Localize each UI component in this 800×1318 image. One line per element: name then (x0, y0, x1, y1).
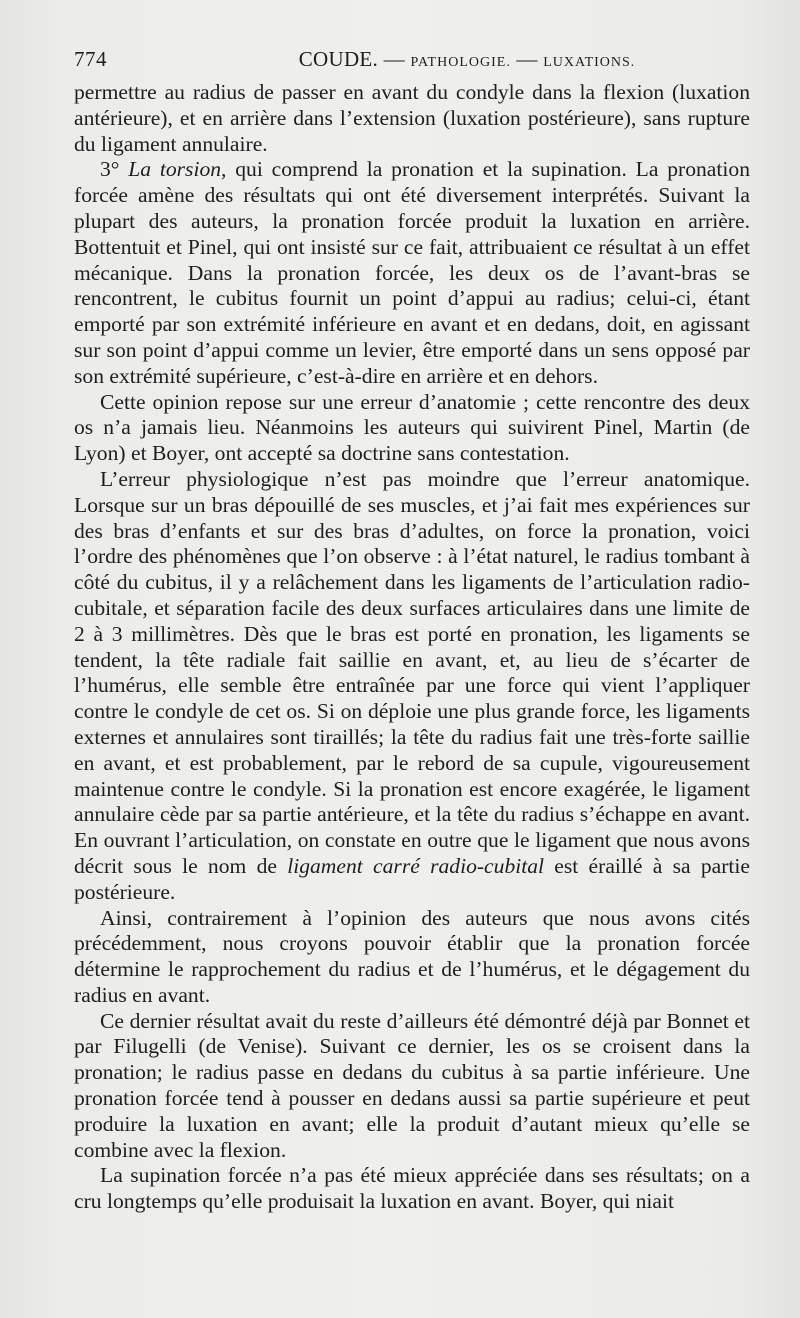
paragraph (74, 157, 750, 389)
running-head-dash-2: — (510, 47, 544, 71)
running-head (74, 44, 770, 78)
running-head-section-1: PATHOLOGIE. (410, 55, 511, 70)
paragraph (74, 390, 750, 467)
text-run: Ainsi, contrairement à l’opinion des auteurs que nous avons cités précédemment, nous croyons pouvoir établir que la pronation forcée détermine le rapprochement du radius et de l’humérus, et le dégagement du radius en avant. (74, 905, 750, 1007)
running-head-section-2: LUXATIONS. (543, 55, 636, 70)
text-run: 3° (100, 157, 129, 182)
running-head-dash-1: — (378, 47, 411, 71)
italic-text: La torsion (128, 157, 222, 182)
page-number: 774 (74, 47, 107, 71)
page-header (74, 44, 770, 76)
running-head-title: COUDE. (298, 47, 379, 71)
paragraph (74, 1163, 750, 1215)
text-run: , qui comprend la pronation et la supination. La pronation forcée amène des résultats qui ont été diversement interprétés. Suivant la plupart des auteurs, la pronation forcée produit la luxation en arrière. Bottentuit et Pinel, qui ont insisté sur ce fait, attribuaient ce résultat à un effet mécanique. Dans la pronation forcée, les deux os de l’avant-bras se rencontrent, le cubitus fournit un point d’appui au radius; celui-ci, étant emporté par son extrémité inférieure en avant et en dedans, doit, en agissant sur son point d’appui comme un levier, être emporté dans un sens opposé par son extrémité supérieure, c’est-à-dire en arrière et en dehors. (74, 157, 750, 388)
paragraph (74, 1009, 750, 1164)
text-run: L’erreur physiologique n’est pas moindre que l’erreur anatomique. Lorsque sur un bras dépouillé de ses muscles, et j’ai fait mes expériences sur des bras d’enfants et sur des bras d’adultes, on force la pronation, voici l’ordre des phénomènes que l’on observe : à l’état naturel, le radius tombant à côté du cubitus, il y a relâchement dans les ligaments de l’articulation radio-cubitale, et séparation facile des deux surfaces articulaires dans une limite de 2 à 3 millimètres. Dès que le bras est porté en pronation, les ligaments se tendent, la tête radiale fait saillie en avant, et, au lieu de s’écarter de l’humérus, elle semble être entraînée par une force qui vient l’appliquer contre le condyle de cet os. Si on déploie une plus grande force, les ligaments externes et annulaires sont tiraillés; la tête du radius fait une très-forte saillie en avant, et est probablement, par le rebord de sa cupule, vigoureusement maintenue contre le condyle. Si la pronation est encore exagérée, le ligament annulaire cède par sa partie antérieure, et la tête du radius s’échappe en avant. En ouvrant l’articulation, on constate en outre que le ligament que nous avons décrit sous le nom de (74, 466, 750, 878)
text-run: Cette opinion repose sur une erreur d’anatomie ; cette rencontre des deux os n’a jamais lieu. Néanmoins les auteurs qui suivirent Pinel, Martin (de Lyon) et Boyer, ont accepté sa doctrine sans contestation. (74, 389, 750, 466)
text-run: La supination forcée n’a pas été mieux appréciée dans ses résultats; on a cru longtemps qu’elle produisait la luxation en avant. Boyer, qui niait (74, 1163, 750, 1214)
body-text (74, 80, 750, 1215)
text-run: permettre au radius de passer en avant du condyle dans la flexion (luxation antérieure), et en arrière dans l’extension (luxation postérieure), sans rupture du ligament annulaire. (74, 80, 750, 156)
paragraph (74, 467, 750, 906)
paragraph (74, 906, 750, 1009)
text-run: Ce dernier résultat avait du reste d’ailleurs été démontré déjà par Bonnet et par Filugelli (de Venise). Suivant ce dernier, les os se croisent dans la pronation; le radius passe en dedans du cubitus à sa partie inférieure. Une pronation forcée tend à pousser en dedans aussi sa partie supérieure et peut produire la luxation en avant; elle la produit d’autant mieux qu’elle se combine avec la flexion. (74, 1008, 750, 1162)
text-run: est éraillé à sa partie postérieure. (74, 853, 750, 904)
paragraph (74, 80, 750, 157)
italic-text: ligament carré radio-cubital (287, 853, 545, 878)
